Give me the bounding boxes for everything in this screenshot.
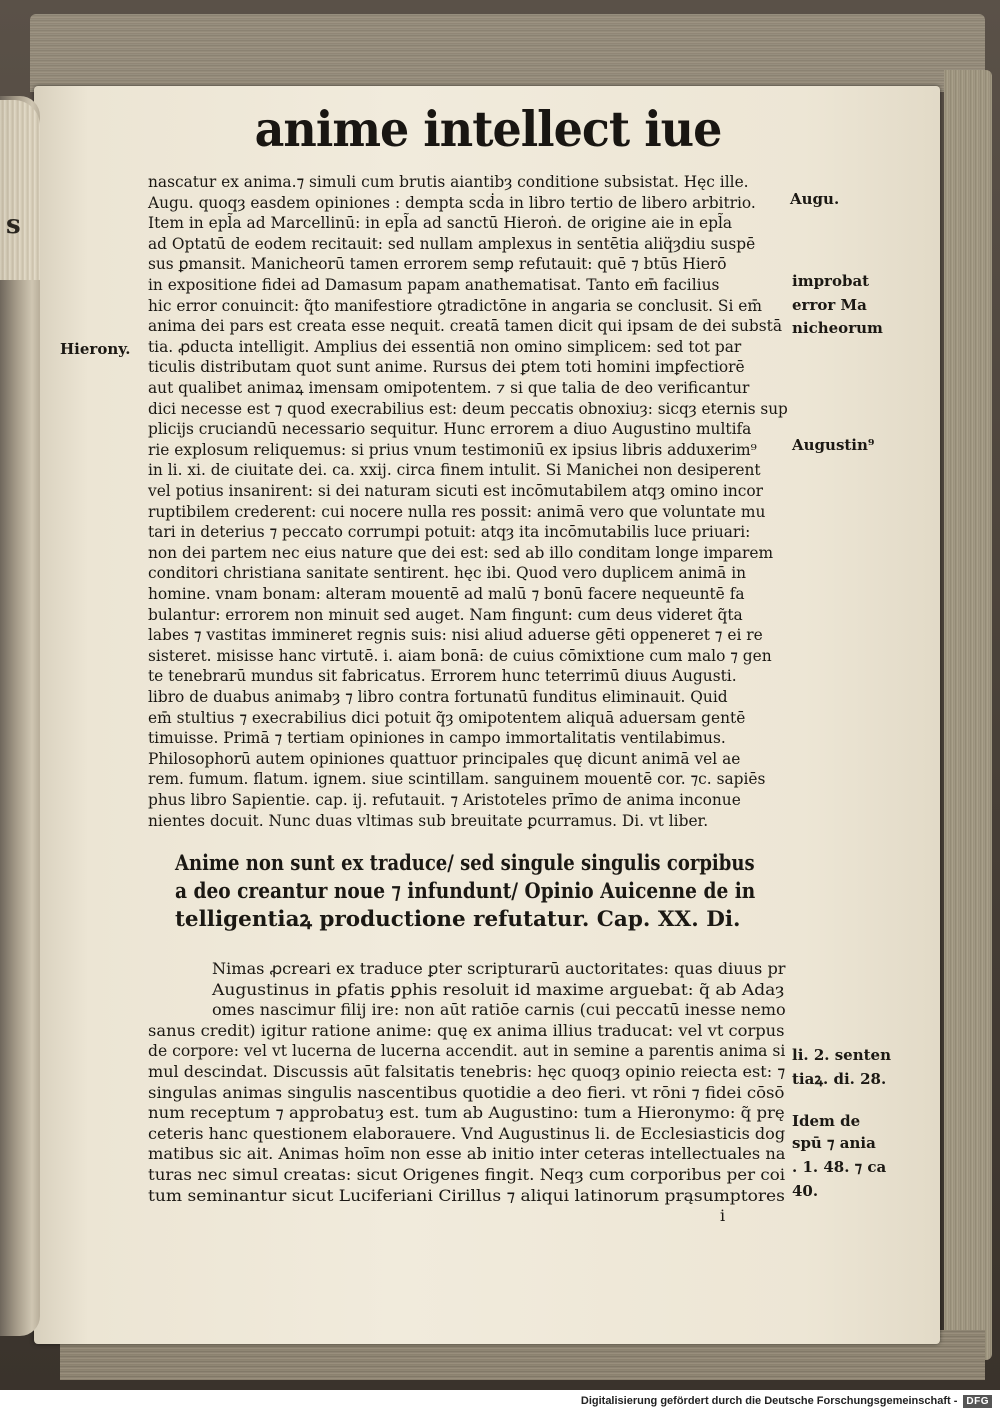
text-line: omes nascimur filij ire: non aūt ratiōe carnis (cui peccatū inesse nemo — [212, 1001, 786, 1020]
text-line: in li. xi. de ciuitate dei. ca. xxij. circa finem intulit. Si Manichei non desiperent — [148, 461, 761, 480]
text-line: bulantur: errorem non minuit sed auget. Nam fingunt: cum deus videret q̃ta — [148, 605, 743, 624]
text-line: turas nec simul creatas: sicut Origenes fingit. Neqȝ cum corporibus per coi — [148, 1166, 786, 1184]
text-line: in expositione fidei ad Damasum papam anathematisat. Tanto em̄ facilius — [148, 276, 720, 294]
text-line: aut qualibet animaꝝ imensam omipotentem. ⁊ si que talia de deo verificantur — [148, 379, 750, 397]
text-line: te tenebrarū mundus sit fabricatus. Errorem hunc teterrimū diuus Augusti. — [148, 667, 737, 686]
margin-note: li. 2. senten — [792, 1046, 891, 1064]
text-line: Augu. quoqȝ easdem opiniones : dempta scḋa in libro tertio de libero arbitrio. — [148, 193, 756, 212]
text-line: ticulis distributam quot sunt anime. Rursus dei ꝑtem toti homini imꝑfectiorē — [148, 358, 745, 377]
text-line: tari in deterius ⁊ peccato corrumpi potuit: atqȝ ita incōmutabilis luce priuari: — [148, 523, 751, 542]
text-line: non dei partem nec eius nature que dei est: sed ab illo conditam longe imparem — [148, 543, 774, 562]
text-line: ad Optatū de eodem recitauit: sed nullam amplexus in sentētia aliq̈ȝdiu suspē — [148, 234, 756, 253]
footer-bar — [0, 1390, 1000, 1412]
text-line: labes ⁊ vastitas immineret regnis suis: nisi aliud aduerse gēti oppeneret ⁊ ei re — [148, 626, 763, 645]
text-line: homine. vnam bonam: alteram mouentē ad malū ⁊ bonū facere nequeuntē fa — [148, 585, 745, 603]
margin-note: spū ⁊ ania — [792, 1134, 876, 1152]
left-page-edge — [0, 96, 40, 1336]
text-line: rem. fumum. flatum. ignem. siue scintillam. sanguinem mouentē cor. ⁊c. sapiēs — [148, 770, 766, 789]
text-line: conditori christiana sanitate sentirent. hęc ibi. Quod vero duplicem animā in — [148, 564, 747, 583]
text-line: ceteris hanc questionem elaborauere. Vnd Augustinus li. de Ecclesiasticis dog — [148, 1124, 786, 1143]
text-line: plicijs cruciandū necessario sequitur. Hunc errorem a diuo Augustino multifa — [148, 420, 752, 439]
text-line: matibus sic ait. Animas hoīm non esse ab initio inter ceteras intellectuales na — [148, 1145, 786, 1164]
margin-note: Augu. — [790, 190, 840, 208]
text-line: singulas animas singulis nascentibus quotidie a deo fieri. vt rōni ⁊ fidei cōsō — [148, 1083, 785, 1102]
text-line: Philosophorū autem opiniones quattuor principales quę dicunt animā vel ae — [148, 749, 741, 768]
text-line: sanus credit) igitur ratione anime: quę ex anima illius traducat: vel vt corpus — [148, 1021, 785, 1040]
text-line: vel potius insanirent: si dei naturam sicuti est incōmutabilem atqȝ omino incor — [148, 482, 763, 500]
text-line: dici necesse est ⁊ quod execrabilius est: deum peccatis obnoxiuȝ: sicqȝ eternis sup — [148, 399, 788, 418]
text-line: em̄ stultius ⁊ execrabilius dici potuit q̃ȝ omipotentem aliquā aduersam gentē — [148, 708, 746, 727]
page-edges-right — [944, 70, 992, 1360]
text-line: sus ꝑmansit. Manicheorū tamen errorem semꝑ refutauit: quē ⁊ btūs Hierō — [148, 255, 727, 274]
text-line: nascatur ex anima.⁊ simuli cum brutis aiantibȝ conditione subsistat. Hęc ille. — [148, 173, 749, 191]
margin-note: nicheorum — [792, 319, 883, 337]
footer-credit: Digitalisierung gefördert durch die Deutsche Forschungsgemeinschaft - — [580, 1395, 958, 1407]
text-line: timuisse. Primā ⁊ tertiam opiniones in campo immortalitatis ventilabimus. — [148, 729, 726, 748]
text-line: anima dei pars est creata esse nequit. creatā tamen dicit qui ipsam de dei substā — [148, 317, 783, 336]
dfg-logo: DFG — [963, 1395, 992, 1408]
text-line: nientes docuit. Nunc duas vltimas sub breuitate ꝑcurramus. Di. vt liber. — [148, 811, 709, 830]
text-line: sisteret. misisse hanc virtutē. i. aiam bonā: de cuius cōmixtione cum malo ⁊ gen — [148, 646, 772, 665]
margin-note: error Ma — [792, 296, 867, 314]
text-line: num receptum ⁊ approbatuȝ est. tum ab Augustino: tum a Hieronymo: q̃ prę — [148, 1104, 785, 1123]
margin-note: improbat — [792, 272, 870, 290]
text-line: ruptibilem crederent: cui nocere nulla res possit: animā vero que voluntate mu — [148, 502, 766, 521]
text-line: mul descindat. Discussis aūt falsitatis tenebris: hęc quoqȝ opinio reiecta est: ⁊ — [148, 1063, 786, 1081]
text-line: hic error conuincit: q̃to manifestiore ꝯtradictōne in angaria se conclusit. Si em̄ — [148, 296, 762, 315]
margin-note: Hierony. — [60, 340, 131, 358]
text-line: tia. ꝓducta intelligit. Amplius dei essentiā non omino simplicem: sed tot par — [148, 337, 742, 356]
text-line: Nimas ꝓcreari ex traduce ꝑter scripturarū auctoritates: quas diuus pr — [212, 960, 786, 978]
margin-note: 40. — [792, 1182, 819, 1200]
text-line: Augustinus in ꝑfatis ꝑphis resoluit id maxime arguebat: q̃ ab Adaȝ — [212, 980, 785, 999]
margin-note: tiaꝝ. di. 28. — [792, 1070, 887, 1088]
margin-note: Idem de — [792, 1112, 861, 1130]
text-line: de corpore: vel vt lucerna de lucerna accendit. aut in semine a parentis anima si — [148, 1042, 786, 1061]
margin-note: Augustin⁹ — [792, 436, 875, 454]
page-edges-top — [30, 14, 985, 92]
signature-mark: i — [720, 1206, 726, 1225]
text-line: Item in epl̃a ad Marcellinū: in epl̃a ad sanctū Hieroṅ. de origine aie in epl̃a — [148, 214, 733, 233]
text-line: phus libro Sapientie. cap. ij. refutauit. ⁊ Aristoteles prīmo de anima inconue — [148, 791, 741, 809]
running-head: anime intellect iue — [254, 100, 722, 158]
text-line: rie explosum reliquemus: si prius vnum testimoniū ex ipsius libris adduxerim⁹ — [148, 440, 757, 459]
left-page-fragment: s — [6, 210, 21, 240]
margin-note: . 1. 48. ⁊ ca — [792, 1158, 887, 1176]
text-line: tum seminantur sicut Luciferiani Cirillus ⁊ aliqui latinorum prąsumptores — [148, 1186, 785, 1205]
chapter-heading-line: telligentiaꝝ productione refutatur. Cap. XX. Di. — [175, 906, 741, 931]
chapter-heading-line: a deo creantur noue ⁊ infundunt/ Opinio Auicenne de in — [175, 878, 756, 903]
text-line: libro de duabus animabȝ ⁊ libro contra fortunatū funditus eliminauit. Quid — [148, 688, 728, 706]
chapter-heading-line: Anime non sunt ex traduce/ sed singule singulis corpibus — [175, 850, 755, 875]
